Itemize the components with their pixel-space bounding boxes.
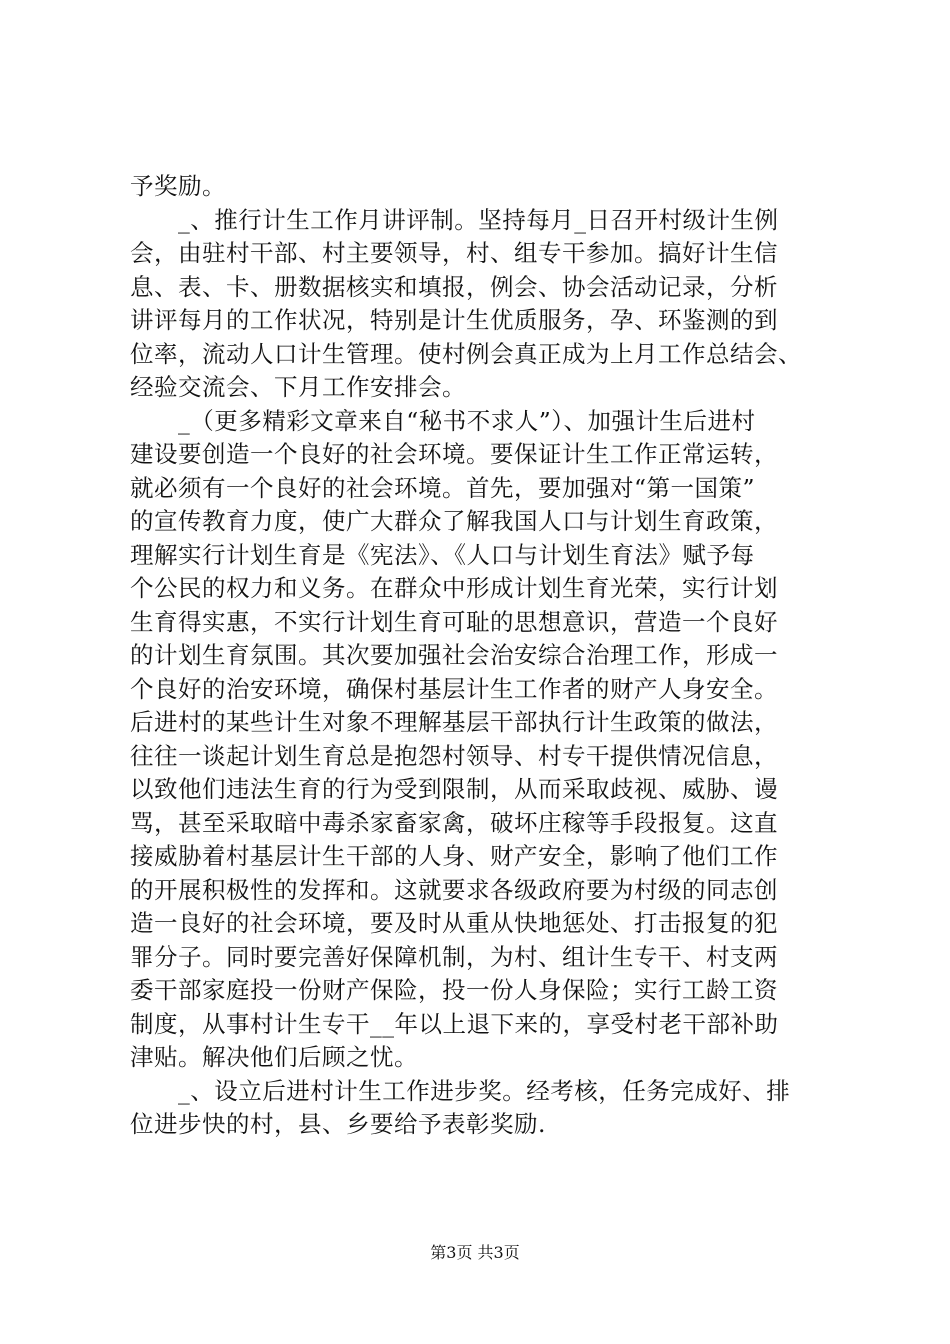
text-line: 予奖励。	[130, 172, 226, 200]
text-line: 位率，流动人口计生管理。使村例会真正成为上月工作总结会、	[130, 339, 802, 368]
text-line: 生育得实惠，不实行计划生育可耻的思想意识，营造一个良好	[130, 607, 778, 636]
text-line: 后进村的某些计生对象不理解基层干部执行计生政策的做法，	[130, 708, 778, 736]
text-line: 骂，甚至采取暗中毒杀家畜家禽，破坏庄稼等手段报复。这直	[130, 808, 778, 837]
text-line: 罪分子。同时要完善好保障机制，为村、组计生专干、村支两	[130, 942, 778, 971]
page-footer: 第3页 共3页	[430, 1243, 520, 1262]
text-line: 个良好的治安环境，确保村基层计生工作者的财产人身安全。	[130, 674, 778, 703]
text-line: 讲评每月的工作状况，特别是计生优质服务，孕、环鉴测的到	[130, 306, 778, 334]
text-line: 息、表、卡、册数据核实和填报，例会、协会活动记录，分析	[130, 272, 778, 301]
text-line: 接威胁着村基层计生干部的人身、财产安全，影响了他们工作	[130, 842, 778, 870]
text-line: 津贴。解决他们后顾之忧。	[130, 1043, 418, 1071]
text-line: 理解实行计划生育是《宪法》、《人口与计划生育法》赋予每	[130, 540, 755, 569]
text-line: 造一良好的社会环境，要及时从重从快地惩处、打击报复的犯	[130, 909, 778, 937]
text-line: 就必须有一个良好的社会环境。首先，要加强对“第一国策”	[130, 473, 756, 502]
text-line: 经验交流会、下月工作安排会。	[130, 373, 466, 401]
text-line: 个公民的权力和义务。在群众中形成计划生育光荣，实行计划	[130, 574, 778, 602]
text-line: 的计划生育氛围。其次要加强社会治安综合治理工作，形成一	[130, 641, 778, 669]
text-line: 的开展积极性的发挥和。这就要求各级政府要为村级的同志创	[130, 875, 778, 904]
text-line: 建设要创造一个良好的社会环境。要保证计生工作正常运转，	[130, 440, 778, 468]
text-line: 委干部家庭投一份财产保险，投一份人身保险；实行工龄工资	[130, 976, 778, 1004]
text-line: _（更多精彩文章来自“秘书不求人”）、加强计生后进村	[130, 406, 756, 435]
text-line: _、设立后进村计生工作进步奖。经考核，任务完成好、排	[130, 1076, 791, 1105]
text-line: 制度，从事村计生专干__年以上退下来的，享受村老干部补助	[130, 1009, 779, 1038]
text-line: _、推行计生工作月讲评制。坚持每月_日召开村级计生例	[130, 205, 779, 234]
text-line: 以致他们违法生育的行为受到限制，从而采取歧视、威胁、谩	[130, 775, 778, 803]
body-text	[130, 170, 830, 1142]
text-line: 的宣传教育力度，使广大群众了解我国人口与计划生育政策，	[130, 507, 778, 535]
text-line: 往往一谈起计划生育总是抱怨村领导、村专干提供情况信息，	[130, 741, 778, 770]
text-line: 位进步快的村，县、乡要给予表彰奖励.	[130, 1110, 546, 1138]
text-line: 会，由驻村干部、村主要领导，村、组专干参加。搞好计生信	[130, 239, 778, 267]
